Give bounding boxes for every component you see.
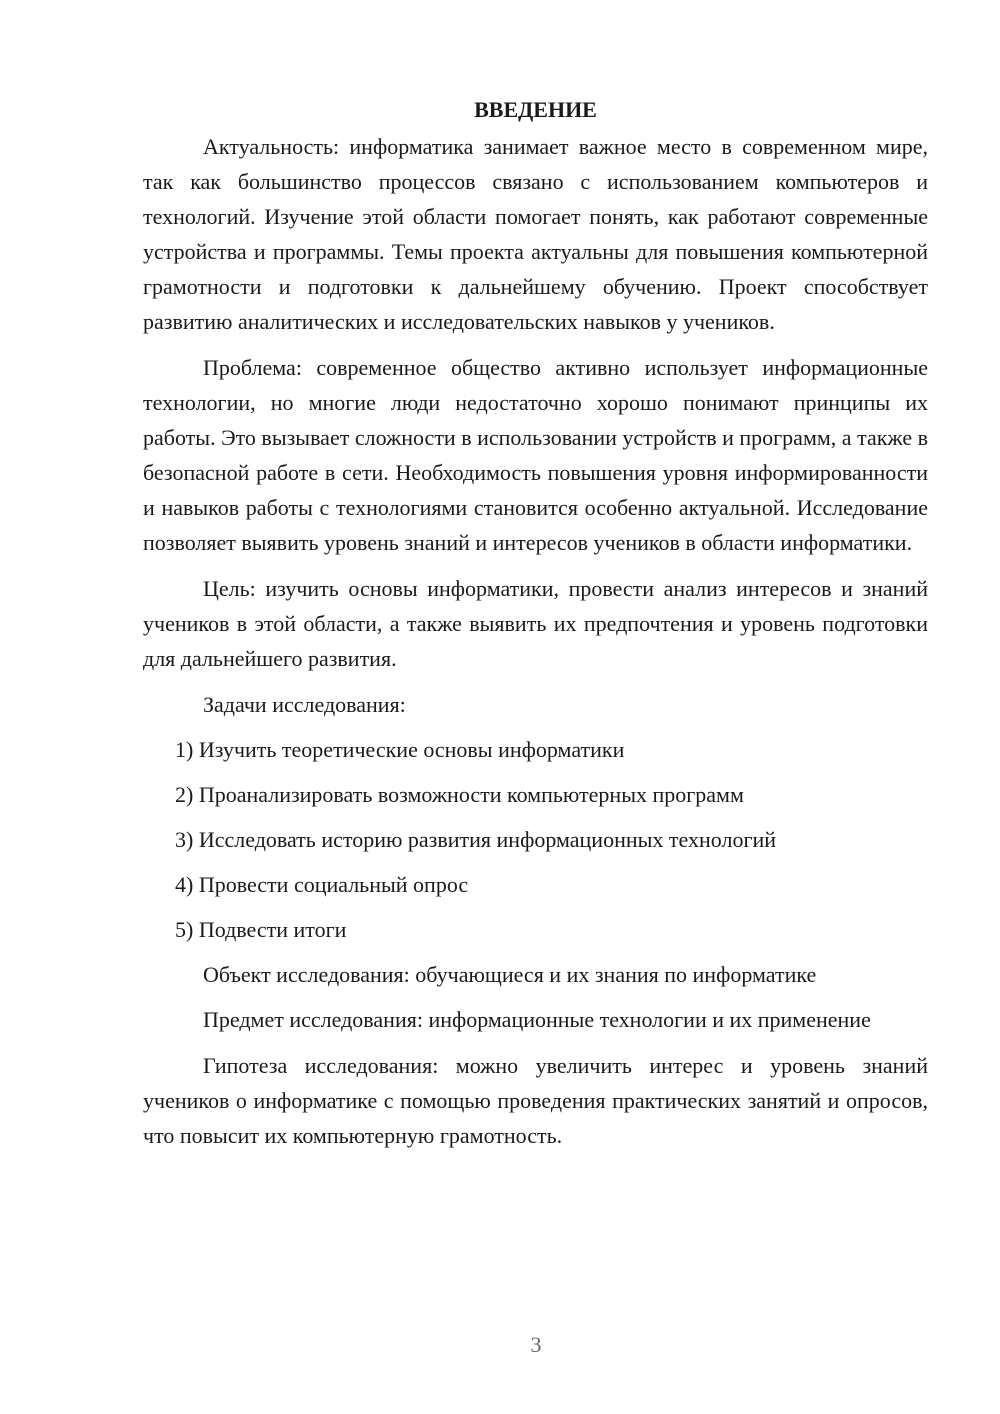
task-item-1: 1) Изучить теоретические основы информатики xyxy=(175,737,625,762)
page-number: 3 xyxy=(530,1332,542,1357)
goal-paragraph: Цель: изучить основы информатики, провести анализ интересов и знаний учеников в этой области, а также выявить их предпочтения и уровень подготовки для дальнейшего развития. xyxy=(143,576,928,671)
hypothesis-paragraph: Гипотеза исследования: можно увеличить интерес и уровень знаний учеников о информатике с помощью проведения практических занятий и опросов, что повысит их компьютерную грамотность. xyxy=(143,1053,928,1148)
task-item-5: 5) Подвести итоги xyxy=(175,917,347,942)
task-item-3: 3) Исследовать историю развития информационных технологий xyxy=(175,827,777,852)
task-item-2: 2) Проанализировать возможности компьютерных программ xyxy=(175,782,744,807)
document-page xyxy=(143,92,928,1164)
object-paragraph: Объект исследования: обучающиеся и их знания по информатике xyxy=(203,962,817,987)
page-title: ВВЕДЕНИЕ xyxy=(474,97,597,122)
subject-paragraph: Предмет исследования: информационные технологии и их применение xyxy=(203,1007,871,1032)
problem-paragraph: Проблема: современное общество активно использует информационные технологии, но многие люди недостаточно хорошо понимают принципы их работы. Это вызывает сложности в использовании устройств и программ, а также в безопасной работе в сети. Необходимость повышения уровня информированности и навыков работы с технологиями становится особенно актуальной. Исследование позволяет выявить уровень знаний и интересов учеников в области информатики. xyxy=(143,355,928,555)
task-item-4: 4) Провести социальный опрос xyxy=(175,872,469,897)
relevance-paragraph: Актуальность: информатика занимает важное место в современном мире, так как большинство процессов связано с использованием компьютеров и технологий. Изучение этой области помогает понять, как работают современные устройства и программы. Темы проекта актуальны для повышения компьютерной грамотности и подготовки к дальнейшему обучению. Проект способствует развитию аналитических и исследовательских навыков у учеников. xyxy=(143,134,928,334)
tasks-heading: Задачи исследования: xyxy=(203,692,406,717)
